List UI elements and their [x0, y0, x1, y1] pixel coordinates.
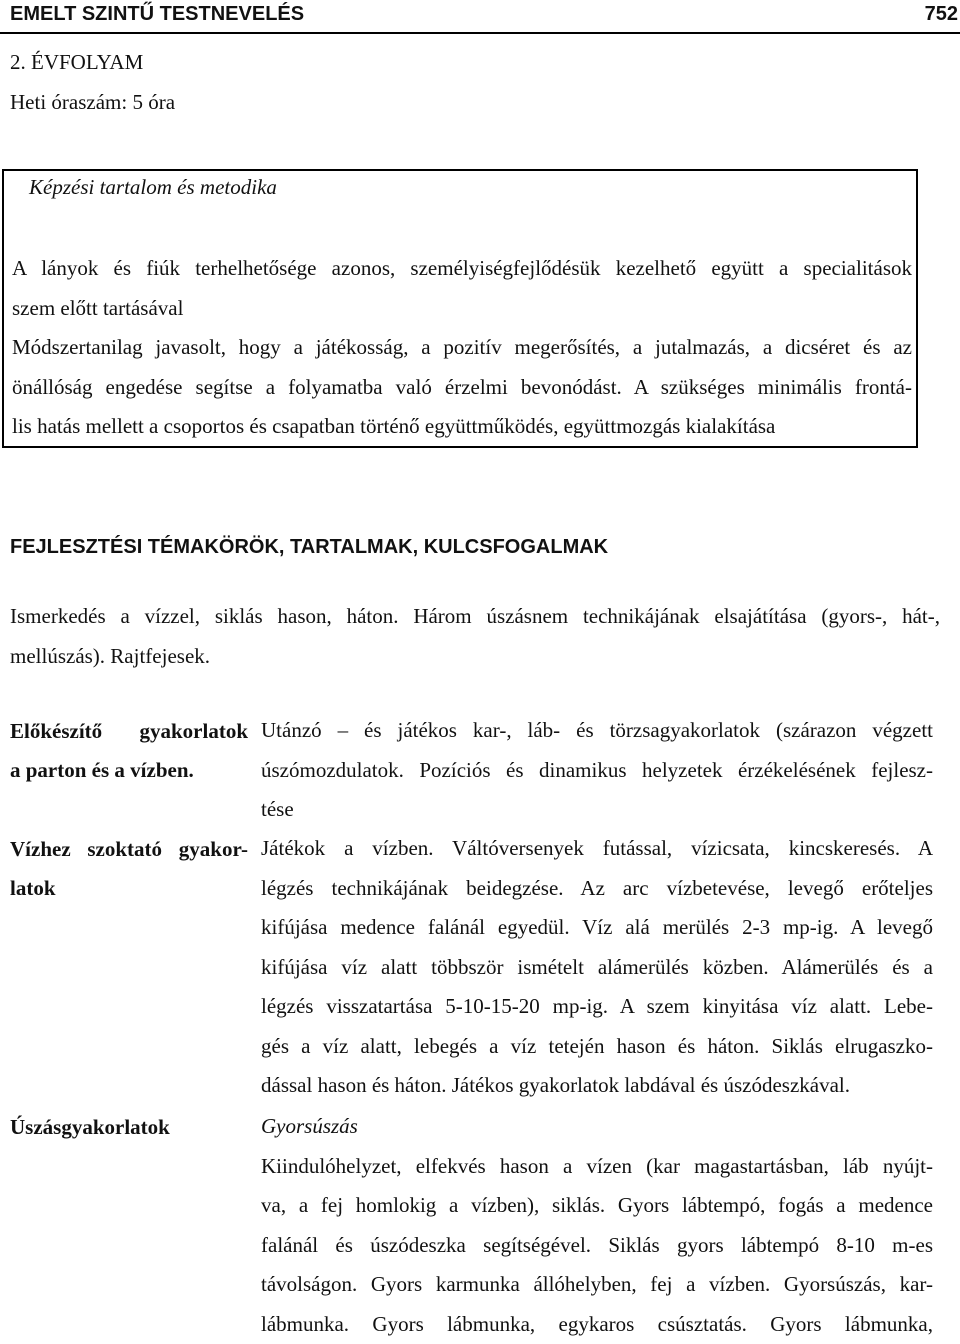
topic-label-preparatory: [10, 712, 248, 790]
topic-desc-preparatory: [261, 711, 933, 830]
topic-desc-line: légzés technikájának beidegzése. Az arc vízbetevése, levegő erőteljes: [261, 869, 933, 909]
topic-desc-line: légzés visszatartása 5-10-15-20 mp-ig. A szem kinyitása víz alatt. Lebe-: [261, 987, 933, 1027]
topic-desc-water-adaptation: [261, 829, 933, 1106]
topic-desc-line: Utánzó – és játékos kar-, láb- és törzsagyakorlatok (szárazon végzett: [261, 711, 933, 751]
topic-label-line: Úszásgyakorlatok: [10, 1108, 248, 1147]
box-line: szem előtt tartásával: [12, 289, 912, 329]
page-number: 752: [925, 3, 958, 26]
intro-paragraph: [10, 596, 940, 676]
topic-label-line: latok: [10, 869, 248, 908]
topic-desc-line: úszómozdulatok. Pozíciós és dinamikus helyzetek érzékelésének fejlesz-: [261, 751, 933, 791]
topic-desc-swimming: [261, 1107, 933, 1344]
topic-desc-line: kifújása víz alatt többször ismételt alámerülés közben. Alámerülés és a: [261, 948, 933, 988]
header-title: EMELT SZINTŰ TESTNEVELÉS: [10, 3, 304, 26]
box-line: A lányok és fiúk terhelhetősége azonos, személyiségfejlődésük kezelhető együtt a specialitások: [12, 249, 912, 289]
topic-desc-line: kifújása medence falánál egyedül. Víz alá merülés 2-3 mp-ig. A levegő: [261, 908, 933, 948]
topic-desc-line: va, a fej homlokig a vízben), siklás. Gyors lábtempó, fogás a medence: [261, 1186, 933, 1226]
topic-label-line: Előkészítő gyakorlatok: [10, 712, 248, 751]
topic-desc-line: gés a víz alatt, lebegés a víz tetején hason és háton. Siklás elrugaszko-: [261, 1027, 933, 1067]
topic-desc-line: dással hason és háton. Játékos gyakorlatok labdával és úszódeszkával.: [261, 1066, 933, 1106]
topic-label-water-adaptation: [10, 830, 248, 908]
box-line: Módszertanilag javasolt, hogy a játékosság, a pozitív megerősítés, a jutalmazás, a dicséret és az: [12, 328, 912, 368]
topic-desc-line: lábmunka. Gyors lábmunka, egykaros csúsztatás. Gyors lábmunka,: [261, 1305, 933, 1344]
topic-label-line: Vízhez szoktató gyakor-: [10, 830, 248, 869]
grade-heading: 2. ÉVFOLYAM: [10, 50, 143, 75]
content-box-text: [12, 249, 912, 447]
topic-label-swimming: [10, 1108, 248, 1147]
box-line: lis hatás mellett a csoportos és csapatban történő együttműködés, együttmozgás kialakítása: [12, 407, 912, 447]
topic-label-line: a parton és a vízben.: [10, 751, 248, 790]
box-line: önállóság engedése segítse a folyamatba való érzelmi bevonódást. A szükséges minimális frontá-: [12, 368, 912, 408]
topic-desc-line: Kiindulóhelyzet, elfekvés hason a vízen (kar magastartásban, láb nyújt-: [261, 1147, 933, 1187]
section-title: FEJLESZTÉSI TÉMAKÖRÖK, TARTALMAK, KULCSFOGALMAK: [10, 536, 608, 559]
topic-desc-line: távolságon. Gyors karmunka állóhelyben, fej a vízben. Gyorsúszás, kar-: [261, 1265, 933, 1305]
intro-line: mellúszás). Rajtfejesek.: [10, 636, 940, 676]
intro-line: Ismerkedés a vízzel, siklás hason, háton. Három úszásnem technikájának elsajátítása (gyors-, hát-,: [10, 596, 940, 636]
page-header: [0, 0, 960, 34]
weekly-hours: Heti óraszám: 5 óra: [10, 90, 175, 115]
topic-desc-line: tése: [261, 790, 933, 830]
topic-desc-line: falánál és úszódeszka segítségével. Siklás gyors lábtempó 8-10 m-es: [261, 1226, 933, 1266]
content-box-title: Képzési tartalom és metodika: [29, 175, 277, 200]
topic-subheading: Gyorsúszás: [261, 1107, 933, 1147]
content-box: [2, 169, 918, 448]
topic-desc-line: Játékok a vízben. Váltóversenyek futással, vízicsata, kincskeresés. A: [261, 829, 933, 869]
